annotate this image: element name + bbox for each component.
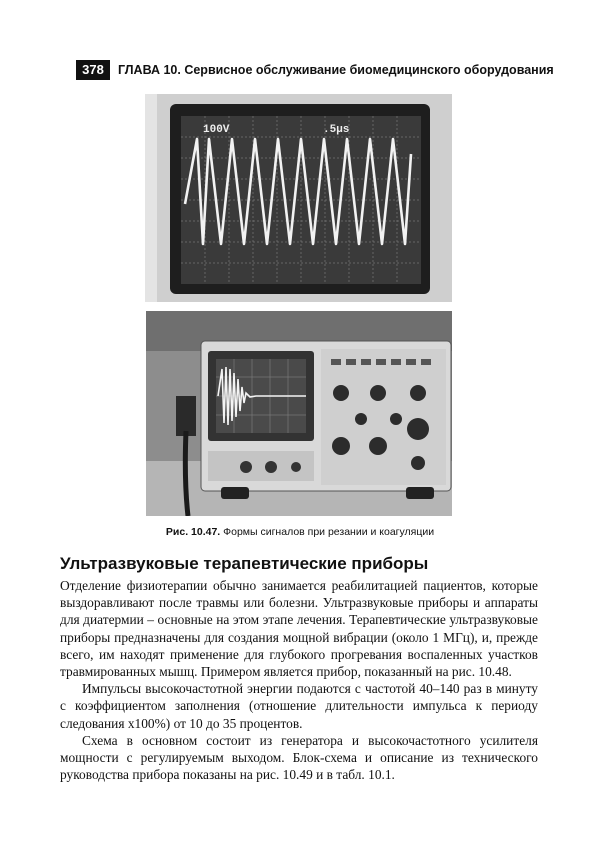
oscilloscope-screen-photo <box>145 94 452 302</box>
paragraph: Импульсы высокочастотной энергии подаются с частотой 40–140 раз в минуту с коэффициентом заполнения (отношение длительности импульса к периоду следования х100%) от 10 до 35 процентов. <box>60 681 538 731</box>
figure-caption-label: Рис. 10.47. <box>165 526 221 538</box>
figure-caption-text: Формы сигналов при резании и коагуляции <box>223 526 435 538</box>
oscilloscope-device-photo <box>146 311 452 516</box>
paragraph: Отделение физиотерапии обычно занимается реабилитацией пациентов, которые выздоравливают после травмы или болезни. Ультразвуковые приборы и аппараты для диатермии – основные на этом этапе лечения. Терапевтические ультразвуковые приборы предназначены для создания мощной вибрации (около 1 МГц), и, прежде всего, им находят применение для глубокого прогревания воспаленных участков травмированных мышц. Примером является прибор, показанный на рис. 10.48. <box>60 578 538 680</box>
paragraph: Схема в основном состоит из генератора и высокочастотного усилителя мощности с регулируемым выходом. Блок-схема и описание из технического руководства прибора показаны на рис. 10.49 и в табл. 10.1. <box>60 732 538 783</box>
figure-caption <box>60 525 540 539</box>
oscilloscope-device-illustration <box>146 311 452 516</box>
scope-volts-label: 100V <box>203 124 230 136</box>
oscilloscope-screen-illustration <box>145 94 452 302</box>
running-head: ГЛАВА 10. Сервисное обслуживание биомедицинского оборудования <box>118 63 554 77</box>
section-title: Ультразвуковые терапевтические приборы <box>60 554 429 573</box>
page-header <box>76 60 554 82</box>
body-text <box>60 577 538 783</box>
scope-time-label: .5µs <box>323 124 350 136</box>
page-number: 378 <box>76 60 110 80</box>
